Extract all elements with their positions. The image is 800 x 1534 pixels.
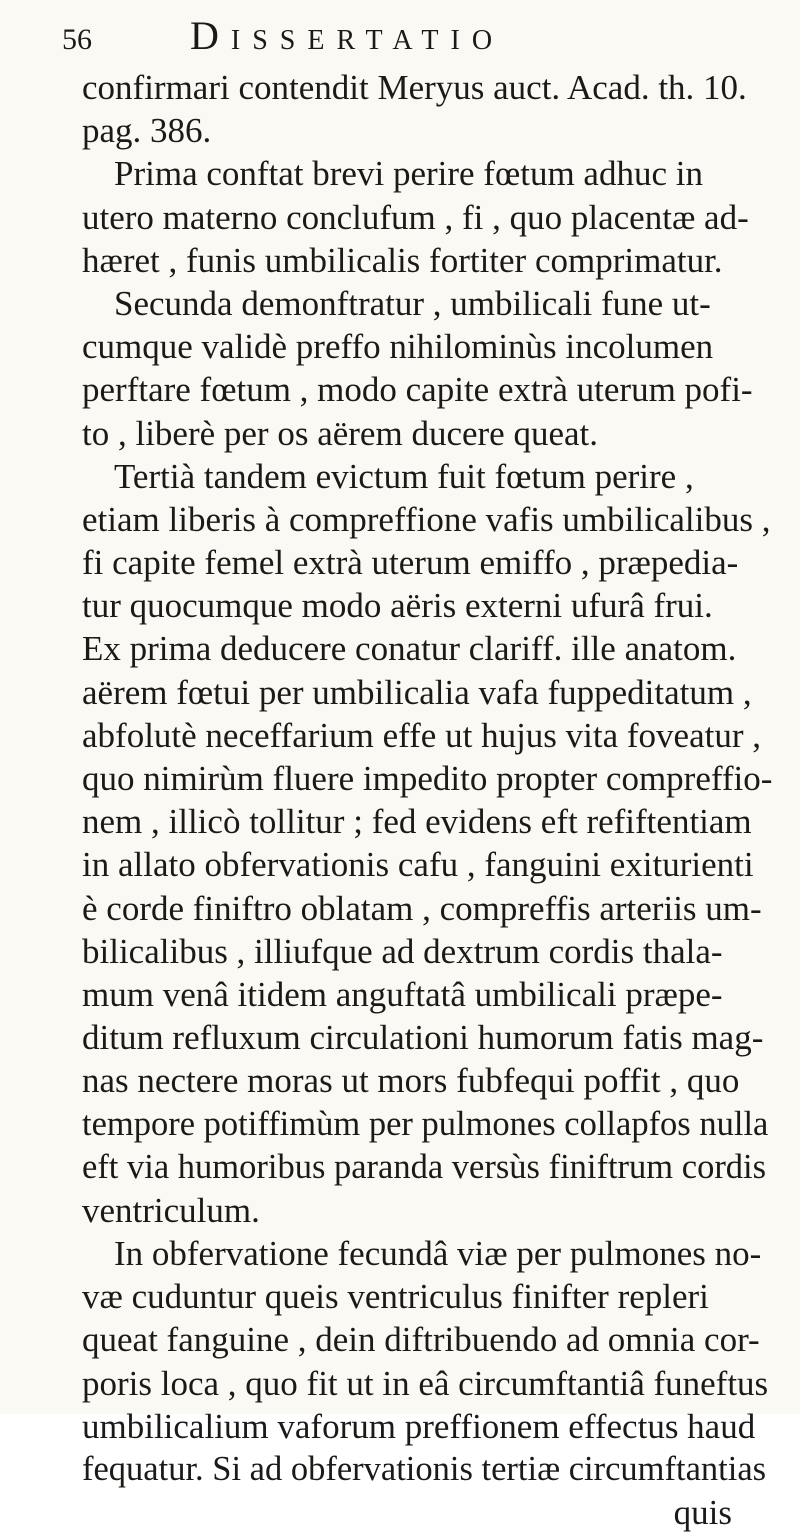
text-line: fequatur. Si ad obfervationis tertiæ circumftantias [82,1450,767,1488]
text-line: in allato obfervationis cafu , fanguini exiturienti [82,845,754,885]
text-line: to , liberè per os aërem ducere queat. [82,413,598,453]
page-number: 56 [62,23,92,56]
text-line: utero materno conclufum , fi , quo placentæ ad- [82,197,749,237]
text-line: cumque validè preffo nihilominùs incolumen [82,327,714,367]
text-line: poris loca , quo fit ut in eâ circumftantiâ funeftus [82,1363,769,1403]
text-line: nas nectere moras ut mors fubfequi poffit , quo [82,1061,740,1101]
text-line: tur quocumque modo aëris externi ufurâ frui. [82,586,713,626]
text-line: nem , illicò tollitur ; fed evidens eft refiftentiam [82,802,752,842]
text-line: tempore potiffimùm per pulmones collapfos nulla [82,1104,769,1143]
catchword: quis [673,1493,732,1533]
text-line: fi capite femel extrà uterum emiffo , præpedia- [82,543,739,583]
text-line: In obfervatione fecundâ viæ per pulmones no- [114,1234,762,1274]
text-line: confirmari contendit Meryus auct. Acad. th. 10. [82,68,747,107]
text-line: perftare fœtum , modo capite extrà uterum pofi- [82,370,753,410]
text-line: Ex prima deducere conatur clariff. ille anatom. [82,629,737,669]
text-line: queat fanguine , dein diftribuendo ad omnia cor- [82,1320,760,1360]
text-line: aërem fœtui per umbilicalia vafa fuppeditatum , [82,672,752,712]
header-title: Dissertatio [190,13,505,58]
text-line: Secunda demonftratur , umbilicali fune ut- [114,283,711,323]
text-line: ventriculum. [82,1190,260,1230]
text-line: è corde finiftro oblatam , compreffis arteriis um- [82,888,762,928]
text-line: Prima conftat brevi perire fœtum adhuc in [114,154,703,194]
text-line: væ cuduntur queis ventriculus finifter repleri [82,1277,709,1317]
text-line: bilicalibus , illiufque ad dextrum cordis thala- [82,931,723,971]
text-line: eft via humoribus paranda versùs finiftrum cordis [82,1147,767,1186]
running-head [52,12,772,66]
body-text [52,66,772,1491]
text-line: mum venâ itidem anguftatâ umbilicali præpe- [82,974,723,1014]
text-line: ditum refluxum circulationi humorum fatis mag- [82,1018,764,1058]
text-line: quo nimirùm fluere impedito propter compreffio- [82,759,773,798]
text-line: pag. 386. [82,111,212,151]
text-line: umbilicalium vaforum preffionem effectus haud [82,1406,756,1446]
text-line: hæret , funis umbilicalis fortiter comprimatur. [82,240,723,280]
text-line: etiam liberis à compreffione vafis umbilicalibus , [82,499,771,539]
text-line: Tertià tandem evictum fuit fœtum perire , [114,456,694,496]
text-line: abfolutè neceffarium effe ut hujus vita foveatur , [82,715,761,755]
